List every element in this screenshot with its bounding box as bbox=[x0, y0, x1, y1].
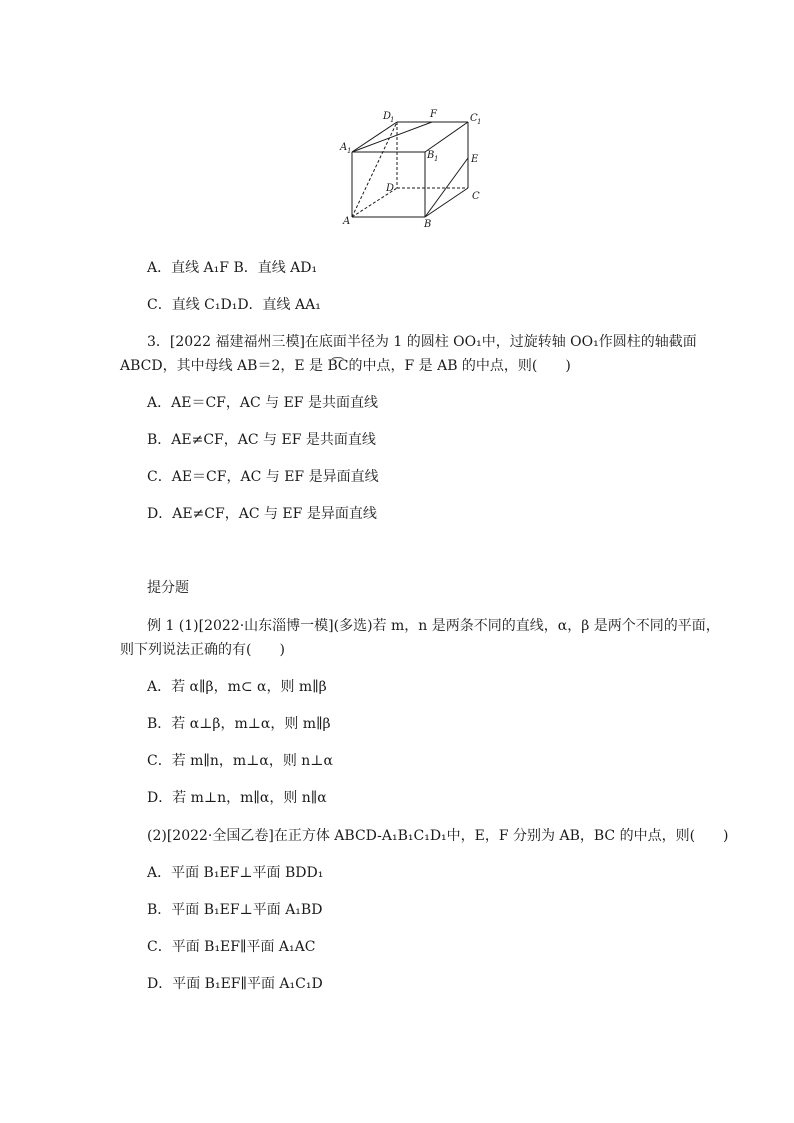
q2-options-cd: C．直线 C₁D₁D．直线 AA₁ bbox=[147, 297, 321, 313]
ex2-option-a: A．平面 B₁EF⊥平面 BDD₁ bbox=[147, 865, 324, 881]
label-C: C bbox=[472, 191, 480, 202]
ex1-option-d: D．若 m⊥n，m∥α，则 n∥α bbox=[147, 790, 327, 806]
segment-B-E bbox=[425, 158, 468, 217]
label-A1: A bbox=[340, 142, 348, 153]
ex2-option-b: B．平面 B₁EF⊥平面 A₁BD bbox=[147, 902, 323, 918]
ex1-option-c: C．若 m∥n，m⊥α，则 n⊥α bbox=[147, 753, 333, 769]
q3-option-d: D．AE≠CF，AC 与 EF 是异面直线 bbox=[147, 506, 377, 522]
q3-stem-line1: 3．[2022 福建福州三模]在底面半径为 1 的圆柱 OO₁中，过旋转轴 OO₁作圆柱的轴截面 bbox=[147, 334, 697, 350]
q3-option-c: C．AE＝CF，AC 与 EF 是异面直线 bbox=[147, 469, 379, 485]
ex1-option-b: B．若 α⊥β，m⊥α，则 m∥β bbox=[147, 716, 331, 732]
edge-B1-C1 bbox=[425, 122, 468, 152]
cube-figure bbox=[0, 100, 794, 340]
q3-option-b: B．AE≠CF，AC 与 EF 是共面直线 bbox=[147, 432, 376, 448]
label-B1: B bbox=[427, 150, 435, 161]
q3-option-a: A．AE＝CF，AC 与 EF 是共面直线 bbox=[147, 395, 378, 411]
label-A1-sub: 1 bbox=[347, 147, 352, 155]
edge-A1-D1 bbox=[352, 122, 397, 152]
label-D1: D bbox=[383, 111, 392, 122]
label-A: A bbox=[343, 216, 351, 227]
q2-options-ab: A．直线 A₁F B．直线 AD₁ bbox=[147, 260, 318, 276]
ex1-option-a: A．若 α∥β，m⊂ α，则 m∥β bbox=[147, 679, 327, 695]
label-C1: C bbox=[470, 113, 478, 124]
label-B1-sub: 1 bbox=[434, 155, 439, 163]
ex1-stem-line1: 例 1 (1)[2022·山东淄博一模](多选)若 m，n 是两条不同的直线，α，β 是两个不同的平面， bbox=[147, 618, 720, 634]
label-B: B bbox=[424, 219, 432, 230]
edge-B-C bbox=[425, 188, 468, 217]
label-F: F bbox=[430, 109, 437, 120]
label-C1-sub: 1 bbox=[477, 118, 482, 126]
label-D1-sub: 1 bbox=[390, 116, 395, 124]
segment-A1-F bbox=[352, 122, 432, 152]
ex1-stem-line2: 则下列说法正确的有( ) bbox=[120, 642, 285, 658]
ex2-stem: (2)[2022·全国乙卷]在正方体 ABCD-A₁B₁C₁D₁中，E，F 分别为 AB，BC 的中点，则( ) bbox=[147, 828, 729, 844]
q3-stem-line2: ABCD，其中母线 AB＝2，E 是 B͡C的中点，F 是 AB 的中点，则( ) bbox=[120, 358, 571, 374]
section-title: 提分题 bbox=[147, 580, 189, 596]
label-E: E bbox=[471, 154, 479, 165]
label-D: D bbox=[386, 183, 395, 194]
ex2-option-c: C．平面 B₁EF∥平面 A₁AC bbox=[147, 939, 316, 955]
ex2-option-d: D．平面 B₁EF∥平面 A₁C₁D bbox=[147, 976, 323, 992]
